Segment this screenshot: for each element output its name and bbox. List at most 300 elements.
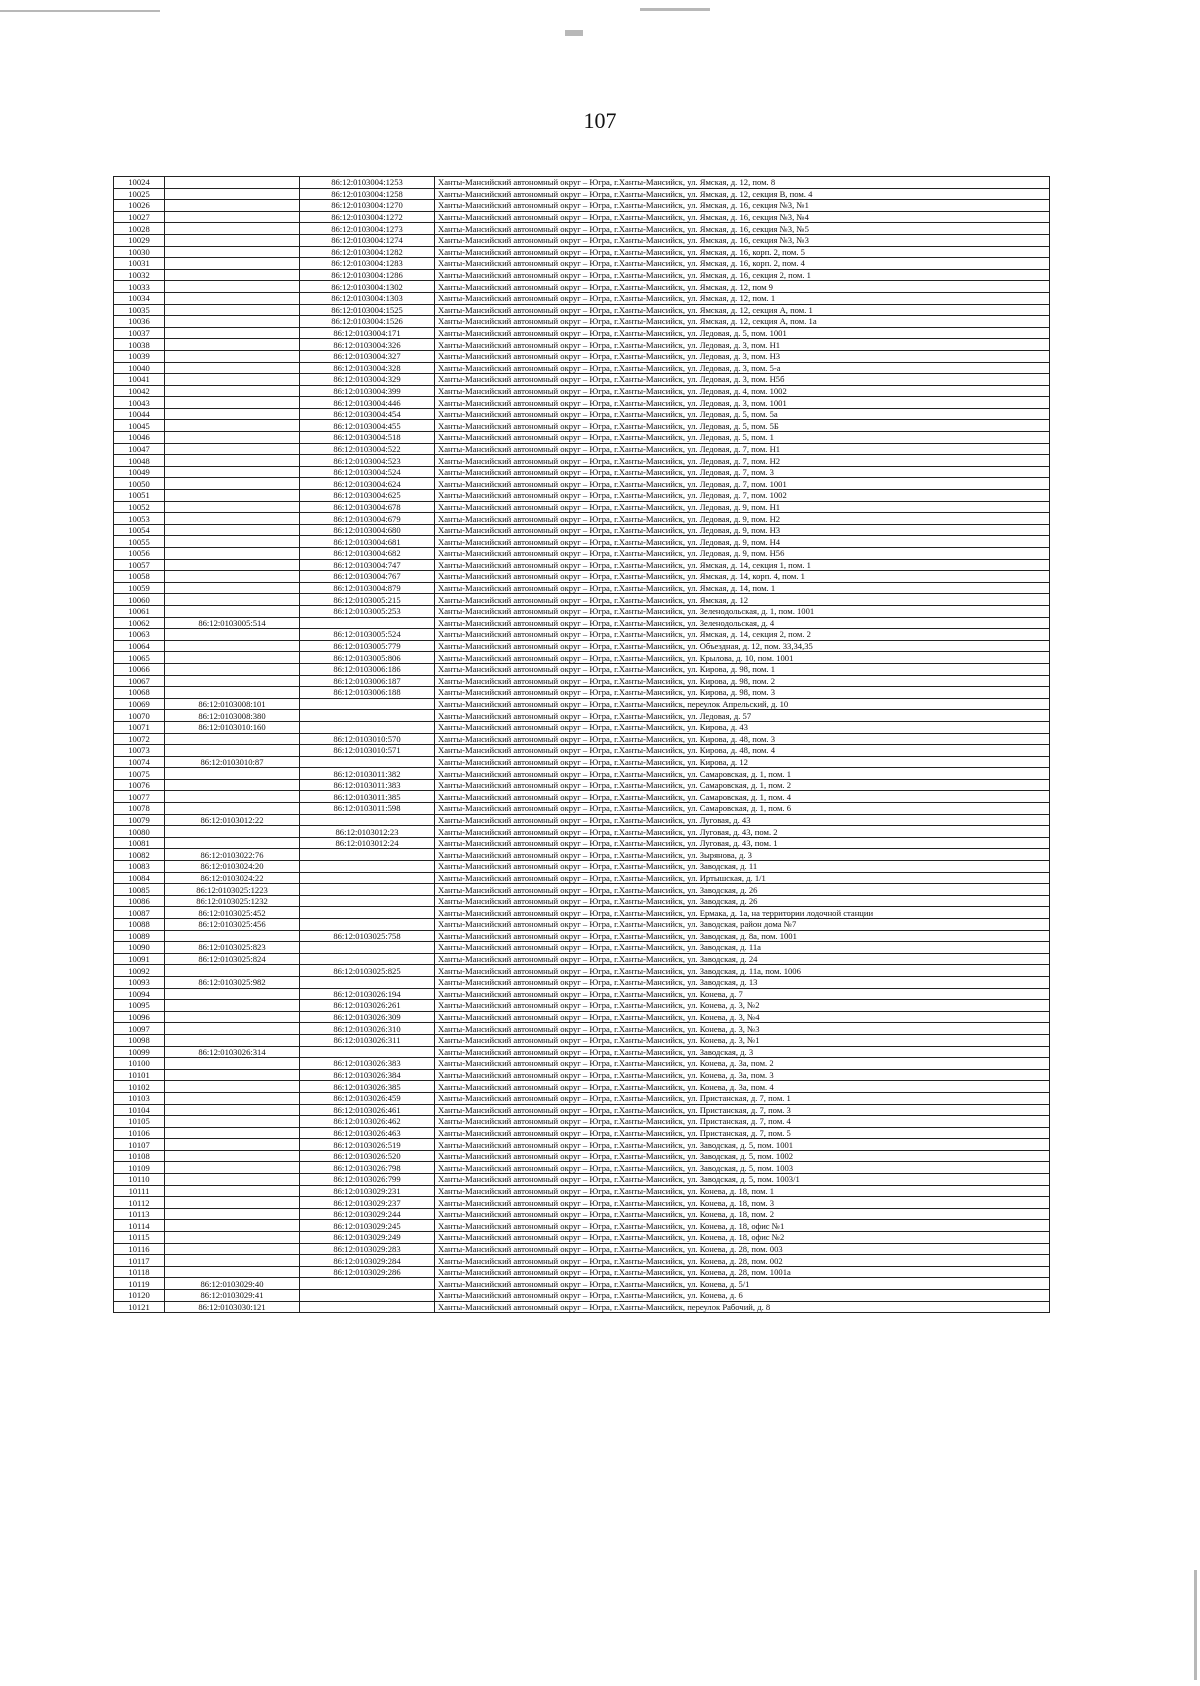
land-cadastral-number-cell <box>165 1000 300 1012</box>
row-number-cell: 10090 <box>114 942 165 954</box>
address-cell: Ханты-Мансийский автономный округ – Югра, г.Ханты-Мансийск, ул. Ямская, д. 16, корп. 2, пом. 4 <box>435 258 1050 270</box>
address-cell: Ханты-Мансийский автономный округ – Югра, г.Ханты-Мансийск, ул. Ямская, д. 14, секция 2, пом. 2 <box>435 629 1050 641</box>
land-cadastral-number-cell <box>165 1104 300 1116</box>
address-cell: Ханты-Мансийский автономный округ – Югра, г.Ханты-Мансийск, ул. Заводская, д. 11а, пом. 1006 <box>435 965 1050 977</box>
row-number-cell: 10039 <box>114 350 165 362</box>
table-row <box>114 675 1050 687</box>
table-row <box>114 327 1050 339</box>
row-number-cell: 10057 <box>114 559 165 571</box>
land-cadastral-number-cell <box>165 571 300 583</box>
building-cadastral-number-cell: 86:12:0103004:1258 <box>300 188 435 200</box>
table-row <box>114 1243 1050 1255</box>
land-cadastral-number-cell <box>165 1208 300 1220</box>
table-row <box>114 976 1050 988</box>
address-cell: Ханты-Мансийский автономный округ – Югра, г.Ханты-Мансийск, переулок Апрельский, д. 10 <box>435 698 1050 710</box>
row-number-cell: 10056 <box>114 548 165 560</box>
table-row <box>114 211 1050 223</box>
building-cadastral-number-cell: 86:12:0103004:1274 <box>300 234 435 246</box>
address-cell: Ханты-Мансийский автономный округ – Югра, г.Ханты-Мансийск, ул. Кирова, д. 12 <box>435 756 1050 768</box>
land-cadastral-number-cell: 86:12:0103029:40 <box>165 1278 300 1290</box>
address-cell: Ханты-Мансийский автономный округ – Югра, г.Ханты-Мансийск, ул. Кирова, д. 98, пом. 1 <box>435 663 1050 675</box>
address-cell: Ханты-Мансийский автономный округ – Югра, г.Ханты-Мансийск, ул. Зеленодольская, д. 4 <box>435 617 1050 629</box>
land-cadastral-number-cell <box>165 420 300 432</box>
building-cadastral-number-cell: 86:12:0103004:767 <box>300 571 435 583</box>
building-cadastral-number-cell: 86:12:0103029:283 <box>300 1243 435 1255</box>
table-row <box>114 756 1050 768</box>
row-number-cell: 10082 <box>114 849 165 861</box>
row-number-cell: 10109 <box>114 1162 165 1174</box>
row-number-cell: 10036 <box>114 316 165 328</box>
table-row <box>114 455 1050 467</box>
land-cadastral-number-cell <box>165 316 300 328</box>
address-cell: Ханты-Мансийский автономный округ – Югра, г.Ханты-Мансийск, ул. Кирова, д. 98, пом. 3 <box>435 687 1050 699</box>
building-cadastral-number-cell: 86:12:0103004:678 <box>300 501 435 513</box>
land-cadastral-number-cell <box>165 1034 300 1046</box>
address-cell: Ханты-Мансийский автономный округ – Югра, г.Ханты-Мансийск, ул. Ледовая, д. 3, пом. Н5б <box>435 374 1050 386</box>
address-cell: Ханты-Мансийский автономный округ – Югра, г.Ханты-Мансийск, ул. Ледовая, д. 9, пом. Н56 <box>435 548 1050 560</box>
row-number-cell: 10054 <box>114 524 165 536</box>
land-cadastral-number-cell <box>165 1243 300 1255</box>
row-number-cell: 10111 <box>114 1185 165 1197</box>
row-number-cell: 10031 <box>114 258 165 270</box>
address-cell: Ханты-Мансийский автономный округ – Югра, г.Ханты-Мансийск, ул. Конева, д. 28, пом. 1001а <box>435 1266 1050 1278</box>
table-row <box>114 1023 1050 1035</box>
land-cadastral-number-cell <box>165 1069 300 1081</box>
table-row <box>114 1208 1050 1220</box>
building-cadastral-number-cell <box>300 884 435 896</box>
land-cadastral-number-cell <box>165 791 300 803</box>
building-cadastral-number-cell: 86:12:0103004:522 <box>300 443 435 455</box>
land-cadastral-number-cell <box>165 548 300 560</box>
address-cell: Ханты-Мансийский автономный округ – Югра, г.Ханты-Мансийск, ул. Кирова, д. 98, пом. 2 <box>435 675 1050 687</box>
land-cadastral-number-cell <box>165 200 300 212</box>
building-cadastral-number-cell <box>300 814 435 826</box>
address-cell: Ханты-Мансийский автономный округ – Югра, г.Ханты-Мансийск, ул. Заводская, д. 8а, пом. 1001 <box>435 930 1050 942</box>
table-row <box>114 617 1050 629</box>
building-cadastral-number-cell: 86:12:0103026:311 <box>300 1034 435 1046</box>
building-cadastral-number-cell: 86:12:0103026:799 <box>300 1174 435 1186</box>
building-cadastral-number-cell: 86:12:0103026:310 <box>300 1023 435 1035</box>
building-cadastral-number-cell: 86:12:0103004:1526 <box>300 316 435 328</box>
building-cadastral-number-cell: 86:12:0103004:1303 <box>300 292 435 304</box>
building-cadastral-number-cell: 86:12:0103026:309 <box>300 1011 435 1023</box>
land-cadastral-number-cell <box>165 930 300 942</box>
row-number-cell: 10080 <box>114 826 165 838</box>
table-row <box>114 582 1050 594</box>
building-cadastral-number-cell: 86:12:0103026:461 <box>300 1104 435 1116</box>
building-cadastral-number-cell: 86:12:0103004:1282 <box>300 246 435 258</box>
table-row <box>114 408 1050 420</box>
table-row <box>114 907 1050 919</box>
address-cell: Ханты-Мансийский автономный округ – Югра, г.Ханты-Мансийск, ул. Конева, д. 3а, пом. 2 <box>435 1058 1050 1070</box>
row-number-cell: 10079 <box>114 814 165 826</box>
address-cell: Ханты-Мансийский автономный округ – Югра, г.Ханты-Мансийск, ул. Ямская, д. 12, секция А, пом. 1 <box>435 304 1050 316</box>
land-cadastral-number-cell <box>165 211 300 223</box>
address-cell: Ханты-Мансийский автономный округ – Югра, г.Ханты-Мансийск, ул. Ледовая, д. 57 <box>435 710 1050 722</box>
row-number-cell: 10074 <box>114 756 165 768</box>
land-cadastral-number-cell <box>165 223 300 235</box>
building-cadastral-number-cell: 86:12:0103004:1272 <box>300 211 435 223</box>
address-cell: Ханты-Мансийский автономный округ – Югра, г.Ханты-Мансийск, ул. Самаровская, д. 1, пом. 6 <box>435 803 1050 815</box>
address-cell: Ханты-Мансийский автономный округ – Югра, г.Ханты-Мансийск, ул. Ледовая, д. 5, пом. 5Б <box>435 420 1050 432</box>
land-cadastral-number-cell <box>165 1081 300 1093</box>
building-cadastral-number-cell: 86:12:0103012:24 <box>300 837 435 849</box>
building-cadastral-number-cell <box>300 849 435 861</box>
address-cell: Ханты-Мансийский автономный округ – Югра, г.Ханты-Мансийск, ул. Заводская, д. 13 <box>435 976 1050 988</box>
row-number-cell: 10049 <box>114 466 165 478</box>
row-number-cell: 10066 <box>114 663 165 675</box>
row-number-cell: 10055 <box>114 536 165 548</box>
table-row <box>114 1116 1050 1128</box>
table-row <box>114 524 1050 536</box>
address-cell: Ханты-Мансийский автономный округ – Югра, г.Ханты-Мансийск, ул. Ледовая, д. 7, пом. 3 <box>435 466 1050 478</box>
building-cadastral-number-cell: 86:12:0103025:825 <box>300 965 435 977</box>
building-cadastral-number-cell: 86:12:0103004:1253 <box>300 177 435 189</box>
row-number-cell: 10075 <box>114 768 165 780</box>
building-cadastral-number-cell: 86:12:0103004:518 <box>300 432 435 444</box>
row-number-cell: 10120 <box>114 1290 165 1302</box>
building-cadastral-number-cell: 86:12:0103005:806 <box>300 652 435 664</box>
building-cadastral-number-cell: 86:12:0103004:680 <box>300 524 435 536</box>
table-row <box>114 246 1050 258</box>
land-cadastral-number-cell: 86:12:0103026:314 <box>165 1046 300 1058</box>
building-cadastral-number-cell: 86:12:0103004:879 <box>300 582 435 594</box>
address-cell: Ханты-Мансийский автономный округ – Югра, г.Ханты-Мансийск, ул. Ямская, д. 16, секция №3, №4 <box>435 211 1050 223</box>
land-cadastral-number-cell <box>165 594 300 606</box>
land-cadastral-number-cell <box>165 524 300 536</box>
land-cadastral-number-cell <box>165 1232 300 1244</box>
building-cadastral-number-cell: 86:12:0103025:758 <box>300 930 435 942</box>
building-cadastral-number-cell: 86:12:0103029:231 <box>300 1185 435 1197</box>
table-row <box>114 1139 1050 1151</box>
row-number-cell: 10028 <box>114 223 165 235</box>
land-cadastral-number-cell <box>165 188 300 200</box>
row-number-cell: 10099 <box>114 1046 165 1058</box>
address-cell: Ханты-Мансийский автономный округ – Югра, г.Ханты-Мансийск, ул. Конева, д. 3а, пом. 3 <box>435 1069 1050 1081</box>
building-cadastral-number-cell: 86:12:0103004:747 <box>300 559 435 571</box>
land-cadastral-number-cell <box>165 374 300 386</box>
address-cell: Ханты-Мансийский автономный округ – Югра, г.Ханты-Мансийск, ул. Ямская, д. 14, корп. 4, пом. 1 <box>435 571 1050 583</box>
land-cadastral-number-cell <box>165 663 300 675</box>
building-cadastral-number-cell <box>300 919 435 931</box>
table-row <box>114 304 1050 316</box>
building-cadastral-number-cell: 86:12:0103006:186 <box>300 663 435 675</box>
land-cadastral-number-cell <box>165 768 300 780</box>
building-cadastral-number-cell: 86:12:0103005:779 <box>300 640 435 652</box>
table-row <box>114 1000 1050 1012</box>
table-row <box>114 269 1050 281</box>
building-cadastral-number-cell: 86:12:0103004:679 <box>300 513 435 525</box>
address-cell: Ханты-Мансийский автономный округ – Югра, г.Ханты-Мансийск, ул. Кирова, д. 48, пом. 4 <box>435 745 1050 757</box>
land-cadastral-number-cell <box>165 501 300 513</box>
row-number-cell: 10091 <box>114 953 165 965</box>
table-row <box>114 814 1050 826</box>
table-row <box>114 292 1050 304</box>
building-cadastral-number-cell: 86:12:0103004:625 <box>300 490 435 502</box>
building-cadastral-number-cell <box>300 1046 435 1058</box>
building-cadastral-number-cell <box>300 872 435 884</box>
row-number-cell: 10065 <box>114 652 165 664</box>
row-number-cell: 10034 <box>114 292 165 304</box>
row-number-cell: 10115 <box>114 1232 165 1244</box>
address-cell: Ханты-Мансийский автономный округ – Югра, г.Ханты-Мансийск, ул. Заводская, д. 3 <box>435 1046 1050 1058</box>
building-cadastral-number-cell <box>300 710 435 722</box>
address-cell: Ханты-Мансийский автономный округ – Югра, г.Ханты-Мансийск, ул. Ледовая, д. 9, пом. Н1 <box>435 501 1050 513</box>
building-cadastral-number-cell: 86:12:0103029:249 <box>300 1232 435 1244</box>
address-cell: Ханты-Мансийский автономный округ – Югра, г.Ханты-Мансийск, ул. Конева, д. 3, №3 <box>435 1023 1050 1035</box>
address-cell: Ханты-Мансийский автономный округ – Югра, г.Ханты-Мансийск, ул. Ямская, д. 16, корп. 2, пом. 5 <box>435 246 1050 258</box>
table-row <box>114 849 1050 861</box>
address-cell: Ханты-Мансийский автономный округ – Югра, г.Ханты-Мансийск, ул. Ледовая, д. 9, пом. Н3 <box>435 524 1050 536</box>
table-row <box>114 745 1050 757</box>
building-cadastral-number-cell: 86:12:0103026:384 <box>300 1069 435 1081</box>
building-cadastral-number-cell: 86:12:0103029:284 <box>300 1255 435 1267</box>
table-row <box>114 200 1050 212</box>
land-cadastral-number-cell <box>165 1092 300 1104</box>
address-cell: Ханты-Мансийский автономный округ – Югра, г.Ханты-Мансийск, ул. Заводская, д. 11а <box>435 942 1050 954</box>
land-cadastral-number-cell: 86:12:0103025:452 <box>165 907 300 919</box>
land-cadastral-number-cell: 86:12:0103025:823 <box>165 942 300 954</box>
table-row <box>114 779 1050 791</box>
table-row <box>114 640 1050 652</box>
address-cell: Ханты-Мансийский автономный округ – Югра, г.Ханты-Мансийск, ул. Ледовая, д. 7, пом. Н2 <box>435 455 1050 467</box>
row-number-cell: 10063 <box>114 629 165 641</box>
address-cell: Ханты-Мансийский автономный округ – Югра, г.Ханты-Мансийск, ул. Зырянова, д. 3 <box>435 849 1050 861</box>
row-number-cell: 10114 <box>114 1220 165 1232</box>
land-cadastral-number-cell: 86:12:0103010:160 <box>165 721 300 733</box>
building-cadastral-number-cell: 86:12:0103029:244 <box>300 1208 435 1220</box>
table-row <box>114 350 1050 362</box>
table-row <box>114 965 1050 977</box>
row-number-cell: 10087 <box>114 907 165 919</box>
building-cadastral-number-cell: 86:12:0103004:455 <box>300 420 435 432</box>
row-number-cell: 10078 <box>114 803 165 815</box>
land-cadastral-number-cell <box>165 304 300 316</box>
table-row <box>114 605 1050 617</box>
address-cell: Ханты-Мансийский автономный округ – Югра, г.Ханты-Мансийск, ул. Конева, д. 18, офис №1 <box>435 1220 1050 1232</box>
address-cell: Ханты-Мансийский автономный округ – Югра, г.Ханты-Мансийск, ул. Ледовая, д. 9, пом. Н2 <box>435 513 1050 525</box>
row-number-cell: 10051 <box>114 490 165 502</box>
address-cell: Ханты-Мансийский автономный округ – Югра, г.Ханты-Мансийск, ул. Конева, д. 3, №1 <box>435 1034 1050 1046</box>
building-cadastral-number-cell: 86:12:0103004:328 <box>300 362 435 374</box>
row-number-cell: 10094 <box>114 988 165 1000</box>
table-row <box>114 652 1050 664</box>
building-cadastral-number-cell: 86:12:0103004:1283 <box>300 258 435 270</box>
building-cadastral-number-cell: 86:12:0103026:462 <box>300 1116 435 1128</box>
land-cadastral-number-cell <box>165 490 300 502</box>
land-cadastral-number-cell <box>165 258 300 270</box>
building-cadastral-number-cell: 86:12:0103026:798 <box>300 1162 435 1174</box>
row-number-cell: 10071 <box>114 721 165 733</box>
address-cell: Ханты-Мансийский автономный округ – Югра, г.Ханты-Мансийск, ул. Ледовая, д. 3, пом. Н1 <box>435 339 1050 351</box>
building-cadastral-number-cell <box>300 617 435 629</box>
land-cadastral-number-cell: 86:12:0103010:87 <box>165 756 300 768</box>
building-cadastral-number-cell <box>300 976 435 988</box>
land-cadastral-number-cell: 86:12:0103025:1223 <box>165 884 300 896</box>
land-cadastral-number-cell <box>165 350 300 362</box>
building-cadastral-number-cell: 86:12:0103004:1525 <box>300 304 435 316</box>
table-row <box>114 1081 1050 1093</box>
address-cell: Ханты-Мансийский автономный округ – Югра, г.Ханты-Мансийск, ул. Ямская, д. 14, секция 1, пом. 1 <box>435 559 1050 571</box>
land-cadastral-number-cell <box>165 1197 300 1209</box>
address-cell: Ханты-Мансийский автономный округ – Югра, г.Ханты-Мансийск, ул. Ледовая, д. 5, пом. 1 <box>435 432 1050 444</box>
row-number-cell: 10050 <box>114 478 165 490</box>
address-cell: Ханты-Мансийский автономный округ – Югра, г.Ханты-Мансийск, ул. Самаровская, д. 1, пом. 1 <box>435 768 1050 780</box>
table-row <box>114 1290 1050 1302</box>
table-row <box>114 988 1050 1000</box>
address-cell: Ханты-Мансийский автономный округ – Югра, г.Ханты-Мансийск, ул. Ямская, д. 16, секция №3, №5 <box>435 223 1050 235</box>
table-row <box>114 919 1050 931</box>
building-cadastral-number-cell <box>300 953 435 965</box>
land-cadastral-number-cell <box>165 246 300 258</box>
land-cadastral-number-cell: 86:12:0103025:982 <box>165 976 300 988</box>
row-number-cell: 10077 <box>114 791 165 803</box>
row-number-cell: 10045 <box>114 420 165 432</box>
table-row <box>114 826 1050 838</box>
row-number-cell: 10117 <box>114 1255 165 1267</box>
table-row <box>114 721 1050 733</box>
building-cadastral-number-cell: 86:12:0103010:571 <box>300 745 435 757</box>
table-row <box>114 930 1050 942</box>
row-number-cell: 10068 <box>114 687 165 699</box>
address-cell: Ханты-Мансийский автономный округ – Югра, г.Ханты-Мансийск, ул. Конева, д. 6 <box>435 1290 1050 1302</box>
address-cell: Ханты-Мансийский автономный округ – Югра, г.Ханты-Мансийск, ул. Ямская, д. 12 <box>435 594 1050 606</box>
land-cadastral-number-cell: 86:12:0103030:121 <box>165 1301 300 1313</box>
building-cadastral-number-cell <box>300 1278 435 1290</box>
land-cadastral-number-cell <box>165 536 300 548</box>
row-number-cell: 10060 <box>114 594 165 606</box>
table-row <box>114 490 1050 502</box>
building-cadastral-number-cell: 86:12:0103004:524 <box>300 466 435 478</box>
table-row <box>114 1174 1050 1186</box>
registry-table <box>113 176 1050 1313</box>
table-row <box>114 1011 1050 1023</box>
building-cadastral-number-cell: 86:12:0103026:385 <box>300 1081 435 1093</box>
address-cell: Ханты-Мансийский автономный округ – Югра, г.Ханты-Мансийск, ул. Ледовая, д. 7, пом. 1002 <box>435 490 1050 502</box>
row-number-cell: 10048 <box>114 455 165 467</box>
row-number-cell: 10105 <box>114 1116 165 1128</box>
table-row <box>114 571 1050 583</box>
table-row <box>114 316 1050 328</box>
row-number-cell: 10076 <box>114 779 165 791</box>
address-cell: Ханты-Мансийский автономный округ – Югра, г.Ханты-Мансийск, ул. Ямская, д. 12, пом. 1 <box>435 292 1050 304</box>
table-row <box>114 177 1050 189</box>
row-number-cell: 10024 <box>114 177 165 189</box>
table-row <box>114 536 1050 548</box>
building-cadastral-number-cell: 86:12:0103029:237 <box>300 1197 435 1209</box>
row-number-cell: 10081 <box>114 837 165 849</box>
building-cadastral-number-cell: 86:12:0103004:454 <box>300 408 435 420</box>
row-number-cell: 10104 <box>114 1104 165 1116</box>
land-cadastral-number-cell <box>165 652 300 664</box>
address-cell: Ханты-Мансийский автономный округ – Югра, г.Ханты-Мансийск, ул. Ледовая, д. 4, пом. 1002 <box>435 385 1050 397</box>
land-cadastral-number-cell <box>165 478 300 490</box>
table-row <box>114 234 1050 246</box>
land-cadastral-number-cell <box>165 605 300 617</box>
address-cell: Ханты-Мансийский автономный округ – Югра, г.Ханты-Мансийск, ул. Заводская, д. 26 <box>435 895 1050 907</box>
table-row <box>114 768 1050 780</box>
land-cadastral-number-cell: 86:12:0103005:514 <box>165 617 300 629</box>
table-row <box>114 1220 1050 1232</box>
land-cadastral-number-cell <box>165 432 300 444</box>
table-row <box>114 501 1050 513</box>
land-cadastral-number-cell <box>165 408 300 420</box>
land-cadastral-number-cell: 86:12:0103024:22 <box>165 872 300 884</box>
address-cell: Ханты-Мансийский автономный округ – Югра, г.Ханты-Мансийск, ул. Конева, д. 3, №4 <box>435 1011 1050 1023</box>
table-row <box>114 663 1050 675</box>
land-cadastral-number-cell <box>165 281 300 293</box>
land-cadastral-number-cell <box>165 965 300 977</box>
land-cadastral-number-cell: 86:12:0103025:1232 <box>165 895 300 907</box>
row-number-cell: 10113 <box>114 1208 165 1220</box>
address-cell: Ханты-Мансийский автономный округ – Югра, г.Ханты-Мансийск, ул. Ямская, д. 12, пом 9 <box>435 281 1050 293</box>
row-number-cell: 10069 <box>114 698 165 710</box>
row-number-cell: 10064 <box>114 640 165 652</box>
land-cadastral-number-cell: 86:12:0103012:22 <box>165 814 300 826</box>
land-cadastral-number-cell <box>165 837 300 849</box>
row-number-cell: 10092 <box>114 965 165 977</box>
address-cell: Ханты-Мансийский автономный округ – Югра, г.Ханты-Мансийск, ул. Крылова, д. 10, пом. 1001 <box>435 652 1050 664</box>
row-number-cell: 10102 <box>114 1081 165 1093</box>
land-cadastral-number-cell: 86:12:0103008:380 <box>165 710 300 722</box>
building-cadastral-number-cell: 86:12:0103004:326 <box>300 339 435 351</box>
address-cell: Ханты-Мансийский автономный округ – Югра, г.Ханты-Мансийск, ул. Зеленодольская, д. 1, пом. 1001 <box>435 605 1050 617</box>
building-cadastral-number-cell: 86:12:0103005:253 <box>300 605 435 617</box>
address-cell: Ханты-Мансийский автономный округ – Югра, г.Ханты-Мансийск, ул. Конева, д. 18, пом. 2 <box>435 1208 1050 1220</box>
table-row <box>114 1127 1050 1139</box>
land-cadastral-number-cell <box>165 687 300 699</box>
land-cadastral-number-cell: 86:12:0103022:76 <box>165 849 300 861</box>
land-cadastral-number-cell <box>165 443 300 455</box>
row-number-cell: 10033 <box>114 281 165 293</box>
land-cadastral-number-cell <box>165 1139 300 1151</box>
address-cell: Ханты-Мансийский автономный округ – Югра, г.Ханты-Мансийск, ул. Ямская, д. 12, секция А, пом. 1а <box>435 316 1050 328</box>
address-cell: Ханты-Мансийский автономный округ – Югра, г.Ханты-Мансийск, ул. Конева, д. 3, №2 <box>435 1000 1050 1012</box>
building-cadastral-number-cell: 86:12:0103026:261 <box>300 1000 435 1012</box>
row-number-cell: 10118 <box>114 1266 165 1278</box>
row-number-cell: 10100 <box>114 1058 165 1070</box>
row-number-cell: 10059 <box>114 582 165 594</box>
table-row <box>114 861 1050 873</box>
table-row <box>114 1046 1050 1058</box>
land-cadastral-number-cell <box>165 1116 300 1128</box>
row-number-cell: 10027 <box>114 211 165 223</box>
land-cadastral-number-cell <box>165 362 300 374</box>
building-cadastral-number-cell: 86:12:0103006:187 <box>300 675 435 687</box>
land-cadastral-number-cell <box>165 1162 300 1174</box>
building-cadastral-number-cell: 86:12:0103026:194 <box>300 988 435 1000</box>
table-row <box>114 478 1050 490</box>
row-number-cell: 10097 <box>114 1023 165 1035</box>
building-cadastral-number-cell: 86:12:0103004:1273 <box>300 223 435 235</box>
building-cadastral-number-cell: 86:12:0103026:383 <box>300 1058 435 1070</box>
land-cadastral-number-cell: 86:12:0103008:101 <box>165 698 300 710</box>
row-number-cell: 10029 <box>114 234 165 246</box>
building-cadastral-number-cell: 86:12:0103011:383 <box>300 779 435 791</box>
row-number-cell: 10062 <box>114 617 165 629</box>
table-row <box>114 953 1050 965</box>
building-cadastral-number-cell: 86:12:0103010:570 <box>300 733 435 745</box>
row-number-cell: 10106 <box>114 1127 165 1139</box>
land-cadastral-number-cell <box>165 1255 300 1267</box>
building-cadastral-number-cell: 86:12:0103026:520 <box>300 1150 435 1162</box>
row-number-cell: 10096 <box>114 1011 165 1023</box>
table-row <box>114 548 1050 560</box>
table-row <box>114 466 1050 478</box>
row-number-cell: 10088 <box>114 919 165 931</box>
address-cell: Ханты-Мансийский автономный округ – Югра, г.Ханты-Мансийск, ул. Заводская, д. 11 <box>435 861 1050 873</box>
table-row <box>114 1069 1050 1081</box>
